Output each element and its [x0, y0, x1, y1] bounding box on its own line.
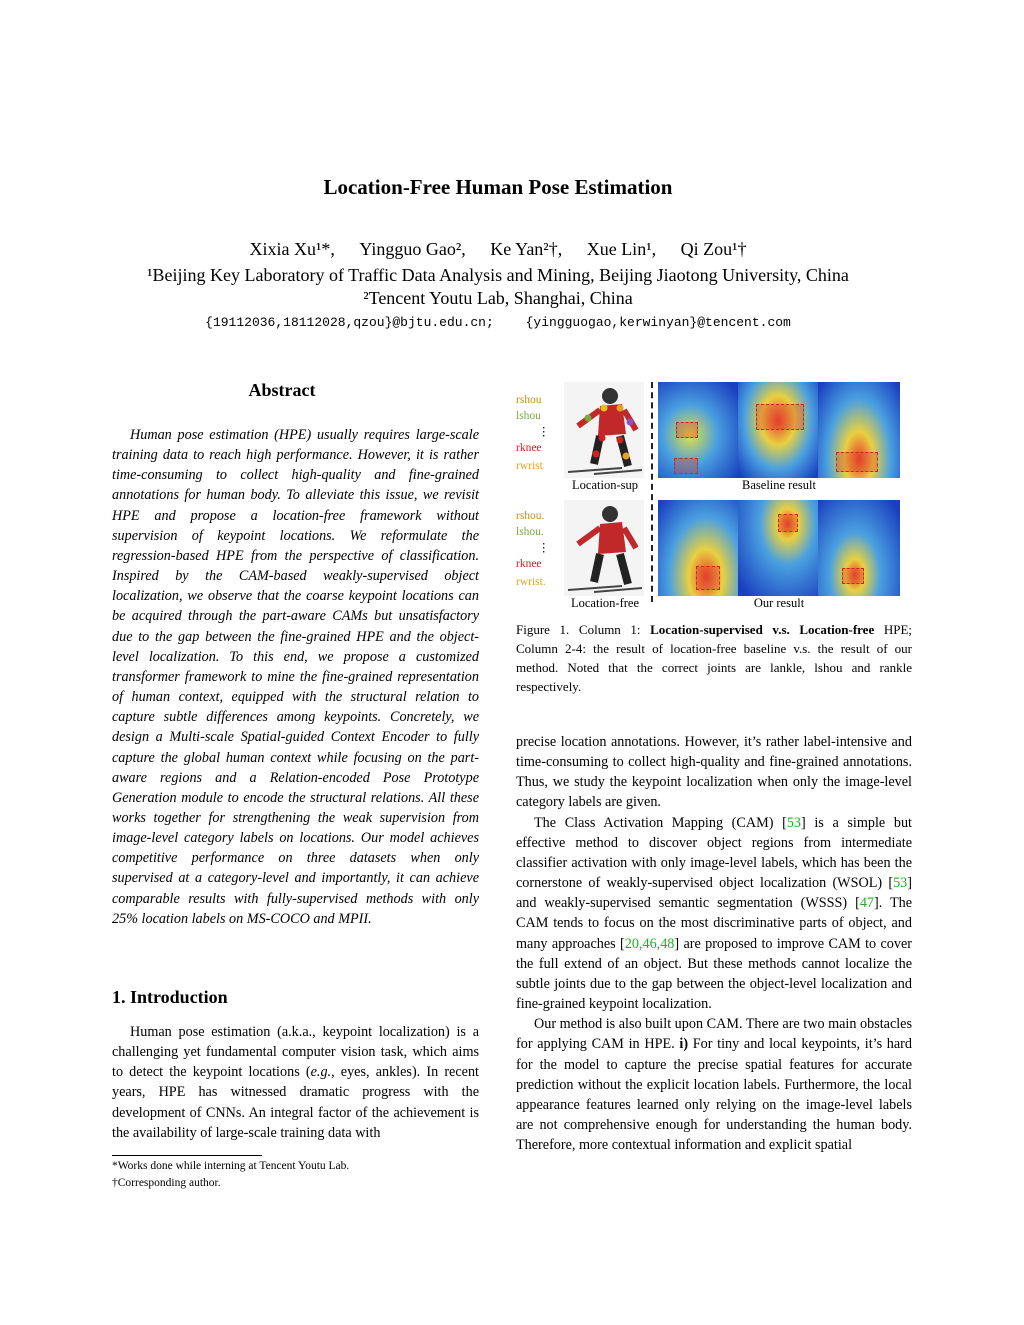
- paper-title: Location-Free Human Pose Estimation: [323, 175, 673, 199]
- heatmap-baseline-2: [738, 382, 818, 478]
- label-location-free: Location-free: [570, 596, 639, 610]
- paragraph: [516, 813, 912, 1015]
- text-bold: i): [679, 1036, 689, 1053]
- joint-label-rshou: rshou: [516, 394, 542, 406]
- text: ] are proposed to improve CAM to cover the full extend of an object. But these methods cannot localize the subtle joints due to the gap between the object-level localization and fine-grained keypoint localization.: [516, 935, 912, 1013]
- text: ] and weakly-supervised semantic segmentation (WSSS) [: [516, 875, 912, 912]
- citation-link[interactable]: 20,46,48: [624, 935, 675, 952]
- author: Xue Lin¹,: [586, 239, 657, 259]
- text: Our method is also built upon CAM. There are two main obstacles for applying CAM in HPE.: [516, 1016, 913, 1053]
- intro-paragraph: [112, 1022, 479, 1143]
- joint-label-ellipsis: ⋮: [538, 426, 550, 438]
- right-column-text: [516, 732, 912, 1155]
- highlight-box: [836, 452, 878, 472]
- intro-text-b: , eyes, ankles). In recent years, HPE has witnessed dramatic progress with the development of CNNs. An integral factor of the achievement is the availability of large-scale training data with: [112, 1064, 479, 1141]
- joint-label-lshou: lshou.: [516, 526, 544, 538]
- skier-image-supervised: [564, 382, 644, 478]
- figure-caption: [516, 620, 912, 696]
- highlight-box: [756, 404, 804, 430]
- joint-label-rknee: rknee: [516, 442, 542, 454]
- caption-bold: Location-supervised v.s. Location-free: [650, 622, 875, 637]
- label-our-result: Our result: [753, 596, 805, 610]
- heatmap-ours-3: [818, 500, 900, 596]
- footnote-rule: [112, 1155, 262, 1156]
- author: Yingguo Gao²,: [359, 239, 466, 259]
- joint-label-rknee: rknee: [516, 558, 542, 570]
- figure-divider: [651, 382, 653, 602]
- heatmap-ours-1: [658, 500, 738, 596]
- paragraph: precise location annotations. However, it’s rather label-intensive and time-consuming to collect high-quality and fine-grained annotations. Thus, we study the keypoint localization when only the image-level category labels are given.: [516, 734, 912, 811]
- email-bjtu: {19112036,18112028,qzou}@bjtu.edu.cn;: [205, 315, 494, 330]
- intro-eg: e.g.: [310, 1064, 332, 1081]
- label-baseline: Baseline result: [742, 478, 816, 492]
- intro-text-a: Human pose estimation (a.k.a., keypoint localization) is a challenging yet fundamental computer vision task, which aims to detect the keypoint locations (: [112, 1024, 479, 1081]
- email-line: [0, 315, 996, 330]
- joint-label-rshou: rshou.: [516, 510, 545, 522]
- text: For tiny and local keypoints, it’s hard for the model to capture the precise spatial features for accurate prediction without the explicit location labels. Furthermore, the local appearance features learned only relying on the image-level labels are not comprehensive enough for understanding the human body. Therefore, more contextual information and explicit spatial: [516, 1036, 913, 1154]
- email-tencent: {yingguogao,kerwinyan}@tencent.com: [525, 315, 791, 330]
- heatmap-baseline-3: [818, 382, 900, 478]
- author: Qi Zou¹†: [680, 239, 747, 259]
- highlight-box: [696, 566, 720, 590]
- skier-drawing: [564, 382, 644, 478]
- joint-label-rwrist: rwrist.: [516, 576, 546, 588]
- text: ] is a simple but effective method to discover object regions from intermediate classifier activation with only image-level labels, which has been the cornerstone of weakly-supervised object localization (WSOL) [: [516, 814, 912, 892]
- abstract-heading: Abstract: [248, 380, 316, 400]
- citation-link[interactable]: 53: [786, 814, 801, 831]
- joint-label-rwrist: rwrist: [516, 460, 543, 472]
- joint-label-ellipsis: ⋮: [538, 542, 550, 554]
- caption-rest: HPE; Column 2-4: the result of location-free baseline v.s. the result of our method. Noted that the correct joints are lankle, lshou and rankle respectively.: [516, 622, 912, 694]
- figure-1: [516, 378, 912, 613]
- intro-heading: 1. Introduction: [112, 987, 228, 1007]
- author: Ke Yan²†,: [490, 239, 563, 259]
- abstract-text: Human pose estimation (HPE) usually requires large-scale training data to reach high performance. However, it is rather time-consuming to collect high-quality and fine-grained annotations for human body. To alleviate this issue, we revisit HPE and propose a location-free framework without supervision of keypoint locations. We reformulate the regression-based HPE from the perspective of classification. Inspired by the CAM-based weakly-supervised object localization, we observe that the coarse keypoint locations can be acquired through the part-aware CAMs but unsatisfactory due to the gap between the fine-grained HPE and the object-level localization. To this end, we propose a customized transformer framework to mine the fine-grained representation of human context, equipped with the structural relation to capture subtle differences among keypoints. Concretely, we design a Multi-scale Spatial-guided Context Encoder to fully capture the global human context while focusing on the part-aware regions and a Relation-encoded Pose Prototype Generation module to encode the structural relations. All these works together for strengthening the weak supervision from image-level category labels on locations. Our model achieves competitive performance on three datasets when only supervised at a category-level and importantly, it can achieve comparable results with fully-supervised methods with only 25% location labels on MS-COCO and MPII.: [112, 427, 479, 927]
- joint-label-lshou: lshou: [516, 410, 541, 422]
- citation-link[interactable]: 53: [893, 875, 908, 892]
- highlight-box: [842, 568, 864, 584]
- heatmap-baseline-1: [658, 382, 738, 478]
- text: The Class Activation Mapping (CAM) [: [534, 814, 787, 831]
- footnote-2: †Corresponding author.: [112, 1177, 221, 1189]
- affiliation-1: ¹Beijing Key Laboratory of Traffic Data Analysis and Mining, Beijing Jiaotong University, China: [147, 265, 849, 285]
- skier-drawing: [564, 500, 644, 596]
- author-list: [0, 239, 996, 260]
- heatmap-ours-2: [738, 500, 818, 596]
- highlight-box: [674, 458, 698, 474]
- footnote-1: *Works done while interning at Tencent Youtu Lab.: [112, 1160, 350, 1172]
- highlight-box: [778, 514, 798, 532]
- author: Xixia Xu¹*,: [249, 239, 335, 259]
- citation-link[interactable]: 47: [859, 895, 874, 912]
- affiliation-2: ²Tencent Youtu Lab, Shanghai, China: [363, 288, 633, 308]
- highlight-box: [676, 422, 698, 438]
- paragraph: [516, 1014, 912, 1155]
- caption-prefix: Figure 1. Column 1:: [516, 622, 651, 637]
- text: ]. The CAM tends to focus on the most discriminative parts of object, and many approaches [: [516, 895, 912, 952]
- skier-image-free: [564, 500, 644, 596]
- label-location-sup: Location-sup: [572, 478, 638, 492]
